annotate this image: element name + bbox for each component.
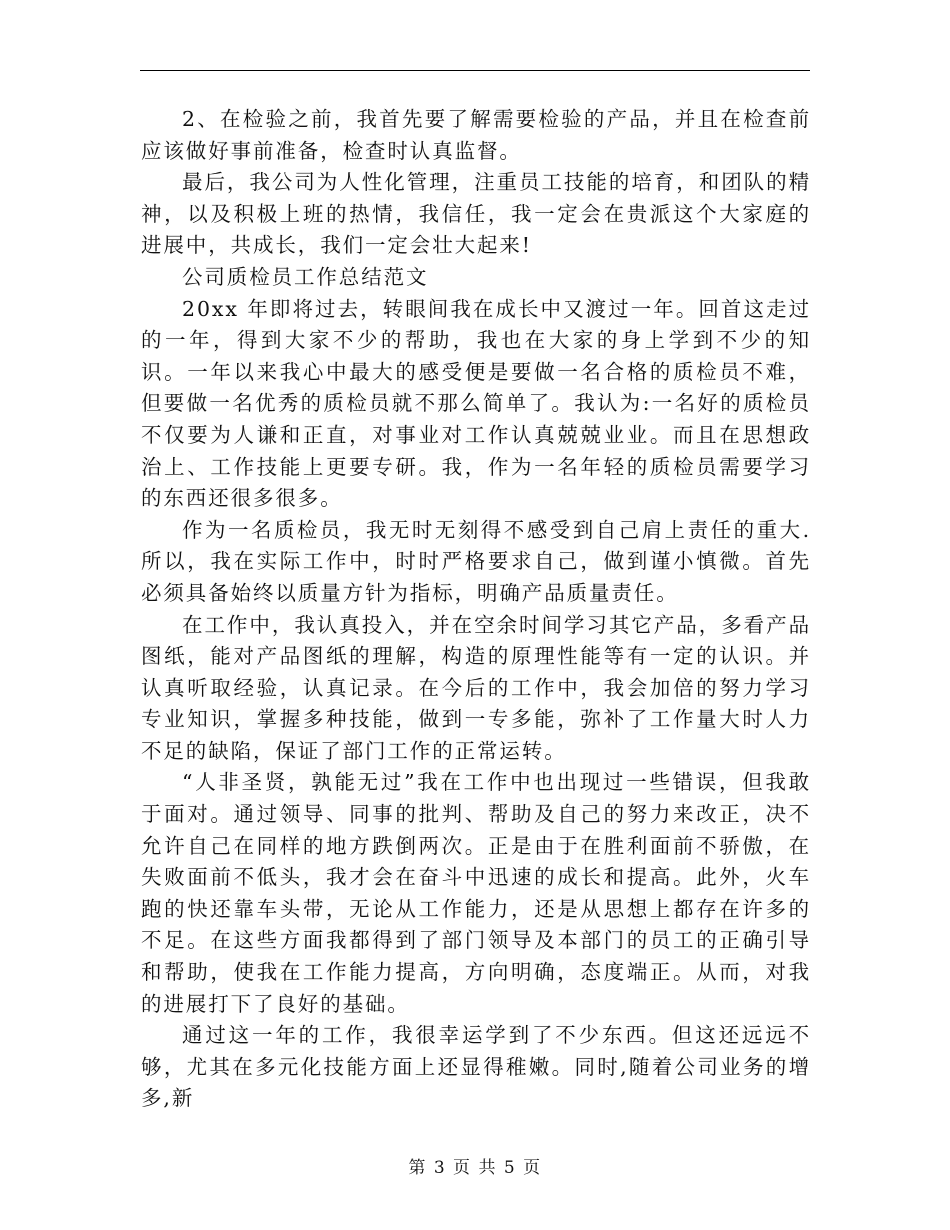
paragraph-gains: 通过这一年的工作，我很幸运学到了不少东西。但这还远远不够，尤其在多元化技能方面上还显得稚嫩。同时,随着公司业务的增多,新	[141, 1023, 811, 1111]
paragraph-closing-remarks: 最后，我公司为人性化管理，注重员工技能的培育，和团队的精神，以及积极上班的热情，我信任，我一定会在贵派这个大家庭的进展中，共成长，我们一定会壮大起来!	[141, 170, 811, 258]
section-title: 公司质检员工作总结范文	[182, 264, 429, 289]
page-footer	[0, 1153, 950, 1178]
document-body	[141, 104, 811, 1115]
paragraph-mistakes: “人非圣贤，孰能无过”我在工作中也出现过一些错误，但我敢于面对。通过领导、同事的批判、帮助及自己的努力来改正，决不允许自己在同样的地方跌倒两次。正是由于在胜利面前不骄傲，在失败面前不低头，我才会在奋斗中迅速的成长和提高。此外，火车跑的快还靠车头带，无论从工作能力，还是从思想上都存在许多的不足。在这些方面我都得到了部门领导及本部门的员工的正确引导和帮助，使我在工作能力提高，方向明确，态度端正。从而，对我的进展打下了良好的基础。	[141, 770, 811, 1016]
paragraph-inspection-prep: 2、在检验之前，我首先要了解需要检验的产品，并且在检查前应该做好事前准备，检查时认真监督。	[141, 107, 811, 163]
page-number: 第 3 页 共 5 页	[408, 1158, 542, 1178]
paragraph-work-learning: 在工作中，我认真投入，并在空余时间学习其它产品，多看产品图纸，能对产品图纸的理解，构造的原理性能等有一定的认识。并认真听取经验，认真记录。在今后的工作中，我会加倍的努力学习专业知识，掌握多种技能，做到一专多能，弥补了工作量大时人力不足的缺陷，保证了部门工作的正常运转。	[141, 612, 811, 763]
header-rule	[140, 70, 810, 71]
paragraph-year-review: 20xx 年即将过去，转眼间我在成长中又渡过一年。回首这走过的一年，得到大家不少的帮助，我也在大家的身上学到不少的知识。一年以来我心中最大的感受便是要做一名合格的质检员不难，但要做一名优秀的质检员就不那么简单了。我认为:一名好的质检员不仅要为人谦和正直，对事业对工作认真兢兢业业。而且在思想政治上、工作技能上更要专研。我，作为一名年轻的质检员需要学习的东西还很多很多。	[141, 296, 811, 511]
paragraph-responsibility: 作为一名质检员，我无时无刻得不感受到自己肩上责任的重大.所以，我在实际工作中，时时严格要求自己，做到谨小慎微。首先必须具备始终以质量方针为指标，明确产品质量责任。	[141, 517, 811, 605]
